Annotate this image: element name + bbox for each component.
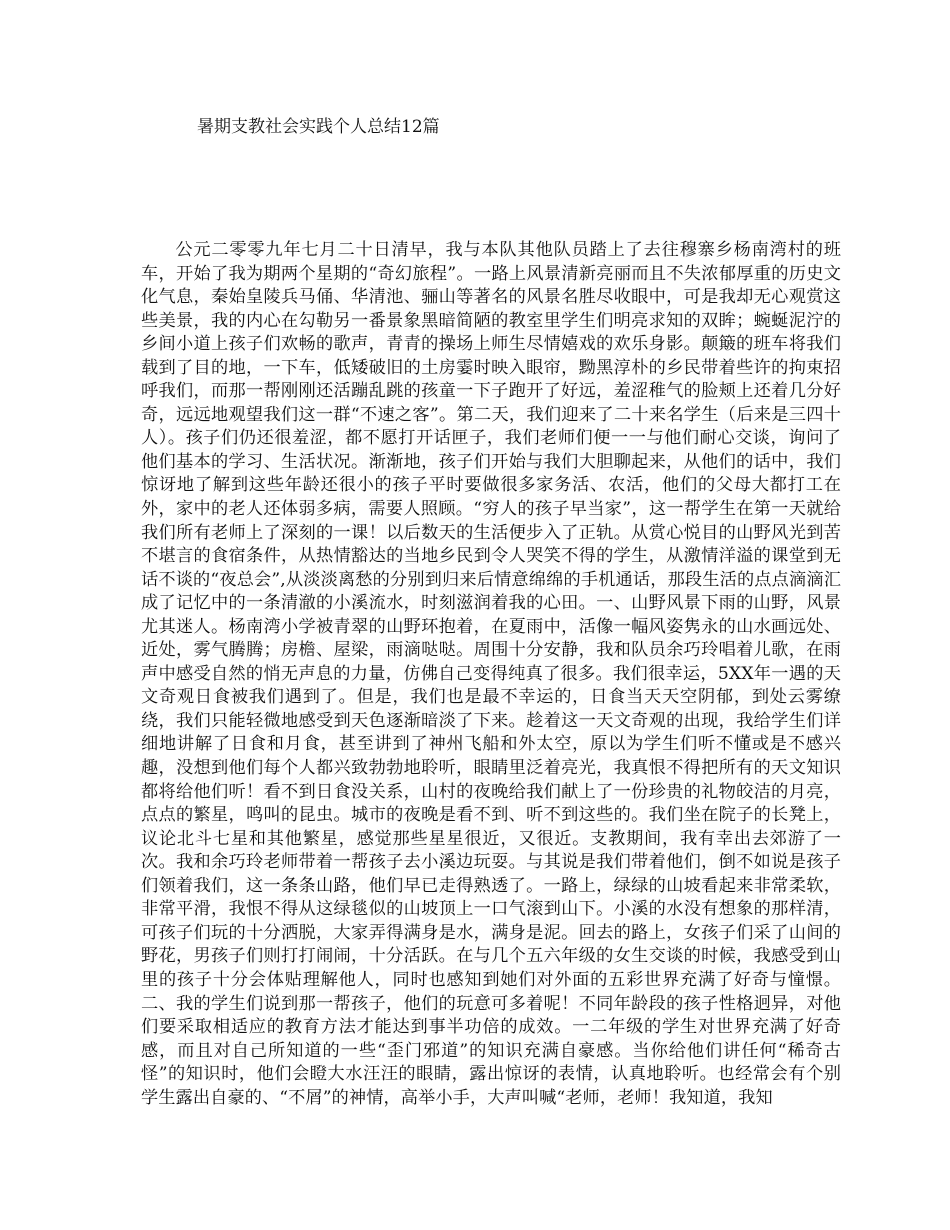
body-paragraph: 公元二零零九年七月二十日清早，我与本队其他队员踏上了去往穆寨乡杨南湾村的班车，开始了我为期两个星期的“奇幻旅程”。一路上风景清新亮丽而且不失浓郁厚重的历史文化气息，秦始皇陵兵马俑、华清池、骊山等著名的风景名胜尽收眼中，可是我却无心观赏这些美景，我的内心在勾勒另一番景象黑暗简陋的教室里学生们明亮求知的双眸；蜿蜒泥泞的乡间小道上孩子们欢畅的歌声，青青的操场上师生尽情嬉戏的欢乐身影。颠簸的班车将我们载到了目的地，一下车，低矮破旧的土房霎时映入眼帘，黝黑淳朴的乡民带着些许的拘束招呼我们，而那一帮刚刚还活蹦乱跳的孩童一下子跑开了好远，羞涩稚气的脸颊上还着几分好奇，远远地观望我们这一群“不速之客”。第二天，我们迎来了二十来名学生（后来是三四十人）。孩子们仍还很羞涩，都不愿打开话匣子，我们老师们便一一与他们耐心交谈，询问了他们基本的学习、生活状况。渐渐地，孩子们开始与我们大胆聊起来，从他们的话中，我们惊讶地了解到这些年龄还很小的孩子平时要做很多家务活、农活，他们的父母大都打工在外，家中的老人还体弱多病，需要人照顾。“穷人的孩子早当家”，这一帮学生在第一天就给我们所有老师上了深刻的一课！以后数天的生活便步入了正轨。从赏心悦目的山野风光到苦不堪言的食宿条件，从热情豁达的当地乡民到令人哭笑不得的学生，从激情洋溢的课堂到无话不谈的“夜总会”,从淡淡离愁的分别到归来后情意绵绵的手机通话，那段生活的点点滴滴汇成了记忆中的一条清澈的小溪流水，时刻滋润着我的心田。一、山野风景下雨的山野，风景尤其迷人。杨南湾小学被青翠的山野环抱着，在夏雨中，活像一幅风姿隽永的山水画远处、近处，雾气腾腾；房檐、屋梁，雨滴哒哒。周围十分安静，我和队员余巧玲唱着儿歌，在雨声中感受自然的悄无声息的力量，仿佛自己变得纯真了很多。我们很幸运，5XX年一遇的天文奇观日食被我们遇到了。但是，我们也是最不幸运的，日食当天天空阴郁，到处云雾缭绕，我们只能轻微地感受到天色逐渐暗淡了下来。趁着这一天文奇观的出现，我给学生们详细地讲解了日食和月食，甚至讲到了神州飞船和外太空，原以为学生们听不懂或是不感兴趣，没想到他们每个人都兴致勃勃地聆听，眼睛里泛着亮光，我真恨不得把所有的天文知识都将给他们听！看不到日食没关系，山村的夜晚给我们献上了一份珍贵的礼物皎洁的月亮，点点的繁星，鸣叫的昆虫。城市的夜晚是看不到、听不到这些的。我们坐在院子的长凳上，议论北斗七星和其他繁星，感觉那些星星很近，又很近。支教期间，我有幸出去郊游了一次。我和余巧玲老师带着一帮孩子去小溪边玩耍。与其说是我们带着他们，倒不如说是孩子们领着我们，这一条条山路，他们早已走得熟透了。一路上，绿绿的山坡看起来非常柔软，非常平滑，我恨不得从这绿毯似的山坡顶上一口气滚到山下。小溪的水没有想象的那样清，可孩子们玩的十分洒脱，大家弄得满身是水，满身是泥。回去的路上，女孩子们采了山间的野花，男孩子们则打打闹闹，十分活跃。在与几个五六年级的女生交谈的时候，我感受到山里的孩子十分会体贴理解他人，同时也感知到她们对外面的五彩世界充满了好奇与憧憬。二、我的学生们说到那一帮孩子，他们的玩意可多着呢！不同年龄段的孩子性格迥异，对他们要采取相适应的教育方法才能达到事半功倍的成效。一二年级的学生对世界充满了好奇感，而且对自己所知道的一些“歪门邪道”的知识充满自豪感。当你给他们讲任何“稀奇古怪”的知识时，他们会瞪大水汪汪的眼睛，露出惊讶的表情，认真地聆听。也经常会有个别学生露出自豪的、“不屑”的神情，高举小手，大声叫喊“老师，老师！我知道，我知 xyxy=(141,240,841,1108)
document-title: 暑期支教社会实践个人总结12篇 xyxy=(197,117,440,137)
